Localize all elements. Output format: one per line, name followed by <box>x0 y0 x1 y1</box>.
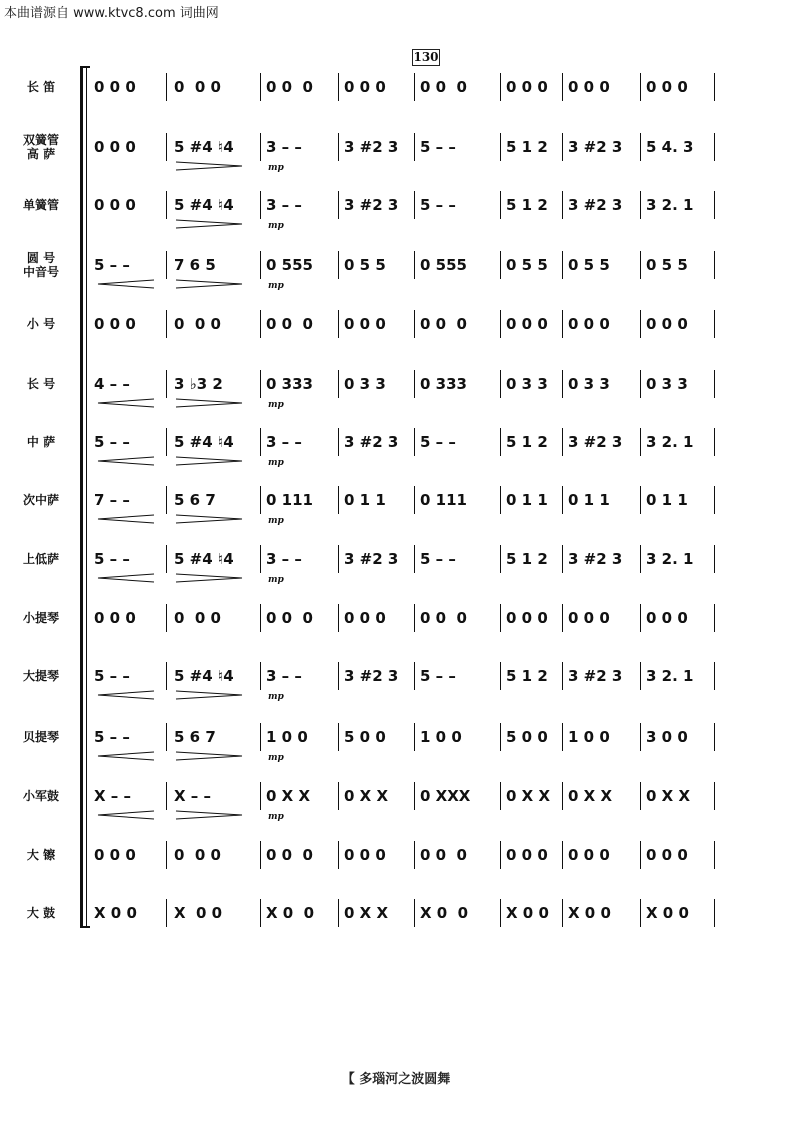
measure-cell: 0 X X <box>568 787 613 805</box>
measure-cell: 0 5 5 <box>646 256 688 274</box>
measure-cell: 3 0 0 <box>646 728 688 746</box>
measure-cell: 0 0 0 <box>568 609 610 627</box>
crescendo-hairpin <box>98 399 154 407</box>
instrument-name-line: 双簧管 <box>22 133 59 147</box>
measure-cell: 0 0 0 <box>420 846 467 864</box>
measure-cell: 0 5 5 <box>344 256 386 274</box>
footer-title: 【 多瑙河之波圆舞 <box>341 1072 451 1087</box>
measure-cell: 0 0 0 <box>94 196 136 214</box>
measure-cell: 0 XXX <box>420 787 471 805</box>
measure-cell: 3 2. 1 <box>646 433 694 451</box>
dynamic-mark: mp <box>268 753 284 763</box>
measure-cell: 0 3 3 <box>506 375 548 393</box>
decrescendo-hairpin <box>176 811 242 819</box>
measure-cell: 3 2. 1 <box>646 550 694 568</box>
instrument-name-line: 圆 号 <box>26 251 56 265</box>
instrument-name-line: 小 号 <box>26 317 56 331</box>
measure-cell: 5 4. 3 <box>646 138 694 156</box>
measure-cell: 3 #2 3 <box>568 433 623 451</box>
measure-cell: 0 0 0 <box>506 609 548 627</box>
measure-cell: 5 – – <box>420 550 456 568</box>
measure-cell: X 0 0 <box>420 904 469 922</box>
decrescendo-hairpin <box>176 220 242 228</box>
measure-cell: 1 0 0 <box>266 728 308 746</box>
measure-cell: 3 #2 3 <box>344 550 399 568</box>
measure-cell: 0 0 0 <box>266 315 313 333</box>
dynamic-mark: mp <box>268 575 284 585</box>
dynamic-mark: mp <box>268 163 284 173</box>
measure-cell: 0 0 0 <box>94 78 136 96</box>
measure-cell: 1 0 0 <box>568 728 610 746</box>
measure-cell: 5 1 2 <box>506 196 548 214</box>
measure-cell: X 0 0 <box>568 904 611 922</box>
decrescendo-hairpin <box>176 162 242 170</box>
measure-cell: 3 – – <box>266 138 302 156</box>
measure-cell: 5 – – <box>420 196 456 214</box>
measure-cell: 0 0 0 <box>420 315 467 333</box>
measure-cell: 5 – – <box>94 256 130 274</box>
measure-cell: 0 0 0 <box>94 609 136 627</box>
decrescendo-hairpin <box>176 399 242 407</box>
dynamic-mark: mp <box>268 221 284 231</box>
measure-cell: 0 0 0 <box>266 78 313 96</box>
measure-cell: 0 3 3 <box>344 375 386 393</box>
measure-cell: X – – <box>94 787 132 805</box>
dynamic-mark: mp <box>268 516 284 526</box>
measure-cell: 0 0 0 <box>506 315 548 333</box>
measure-cell: 0 333 <box>266 375 313 393</box>
instrument-name-line: 单簧管 <box>22 198 59 212</box>
measure-cell: 3 #2 3 <box>344 138 399 156</box>
measure-cell: 5 – – <box>94 433 130 451</box>
measure-cell: 5 1 2 <box>506 433 548 451</box>
measure-cell: 5 – – <box>420 138 456 156</box>
dynamic-mark: mp <box>268 281 284 291</box>
measure-cell: 3 #2 3 <box>344 433 399 451</box>
source-header-text: 本曲谱源自 www.ktvc8.com 词曲网 <box>4 6 219 21</box>
measure-cell: 3 #2 3 <box>568 550 623 568</box>
measure-cell: 3 2. 1 <box>646 196 694 214</box>
measure-cell: X 0 0 <box>94 904 137 922</box>
measure-cell: 0 1 1 <box>344 491 386 509</box>
measure-cell: 5 #4 ♮4 <box>174 196 234 214</box>
measure-cell: 0 111 <box>266 491 313 509</box>
crescendo-hairpin <box>98 280 154 288</box>
measure-cell: 3 2. 1 <box>646 667 694 685</box>
measure-cell: 0 111 <box>420 491 467 509</box>
measure-cell: 7 6 5 <box>174 256 216 274</box>
instrument-name-line: 长 号 <box>26 377 56 391</box>
instrument-name-line: 大 鼓 <box>26 906 56 920</box>
measure-cell: 0 0 0 <box>646 78 688 96</box>
measure-cell: 5 #4 ♮4 <box>174 138 234 156</box>
measure-cell: 0 0 0 <box>94 315 136 333</box>
measure-cell: 0 0 0 <box>568 78 610 96</box>
instrument-name-line: 中音号 <box>22 265 59 279</box>
measure-cell: 0 0 0 <box>420 609 467 627</box>
measure-cell: 0 X X <box>646 787 691 805</box>
measure-cell: 5 – – <box>94 550 130 568</box>
measure-cell: 0 1 1 <box>568 491 610 509</box>
measure-cell: 0 5 5 <box>506 256 548 274</box>
dynamic-mark: mp <box>268 812 284 822</box>
measure-cell: 0 X X <box>344 904 389 922</box>
measure-cell: 0 X X <box>344 787 389 805</box>
measure-cell: 0 0 0 <box>94 846 136 864</box>
instrument-name-line: 上低萨 <box>22 552 59 566</box>
dynamic-mark: mp <box>268 692 284 702</box>
measure-cell: 0 0 0 <box>174 846 221 864</box>
measure-cell: 5 1 2 <box>506 550 548 568</box>
measure-cell: 0 0 0 <box>568 315 610 333</box>
measure-cell: 5 0 0 <box>506 728 548 746</box>
dynamic-mark: mp <box>268 400 284 410</box>
measure-cell: 5 – – <box>420 433 456 451</box>
measure-cell: 0 333 <box>420 375 467 393</box>
measure-cell: 0 0 0 <box>506 78 548 96</box>
measure-cell: 0 3 3 <box>646 375 688 393</box>
measure-cell: 0 5 5 <box>568 256 610 274</box>
measure-cell: 3 #2 3 <box>344 196 399 214</box>
measure-cell: 5 #4 ♮4 <box>174 433 234 451</box>
crescendo-hairpin <box>98 457 154 465</box>
measure-cell: 5 #4 ♮4 <box>174 550 234 568</box>
measure-cell: 3 #2 3 <box>568 196 623 214</box>
crescendo-hairpin <box>98 811 154 819</box>
measure-cell: 0 0 0 <box>420 78 467 96</box>
measure-cell: 0 X X <box>506 787 551 805</box>
measure-cell: 0 555 <box>266 256 313 274</box>
measure-cell: 5 6 7 <box>174 491 216 509</box>
measure-cell: 0 X X <box>266 787 311 805</box>
measure-cell: 3 #2 3 <box>568 138 623 156</box>
crescendo-hairpin <box>98 691 154 699</box>
measure-cell: 0 0 0 <box>646 315 688 333</box>
measure-cell: 3 – – <box>266 667 302 685</box>
instrument-name-line: 小军鼓 <box>22 789 59 803</box>
measure-cell: 0 0 0 <box>174 78 221 96</box>
measure-cell: 0 0 0 <box>646 846 688 864</box>
decrescendo-hairpin <box>176 574 242 582</box>
decrescendo-hairpin <box>176 280 242 288</box>
instrument-name-line: 中 萨 <box>26 435 56 449</box>
measure-cell: 0 0 0 <box>94 138 136 156</box>
measure-cell: 5 – – <box>94 667 130 685</box>
measure-cell: 0 0 0 <box>568 846 610 864</box>
measure-cell: 3 #2 3 <box>344 667 399 685</box>
measure-cell: 3 ♭3 2 <box>174 375 223 393</box>
measure-cell: 7 – – <box>94 491 130 509</box>
measure-cell: 3 – – <box>266 433 302 451</box>
instrument-name-line: 小提琴 <box>22 611 59 625</box>
measure-cell: 5 6 7 <box>174 728 216 746</box>
measure-cell: 4 – – <box>94 375 130 393</box>
measure-cell: 0 0 0 <box>266 609 313 627</box>
measure-cell: 3 – – <box>266 550 302 568</box>
measure-cell: 5 – – <box>94 728 130 746</box>
crescendo-hairpin <box>98 574 154 582</box>
decrescendo-hairpin <box>176 457 242 465</box>
measure-cell: 0 0 0 <box>174 609 221 627</box>
measure-cell: X 0 0 <box>174 904 223 922</box>
instrument-name-line: 大 镲 <box>26 848 56 862</box>
decrescendo-hairpin <box>176 752 242 760</box>
measure-cell: 0 0 0 <box>344 846 386 864</box>
dynamic-mark: mp <box>268 458 284 468</box>
instrument-name-line: 高 萨 <box>26 147 56 161</box>
measure-cell: 5 0 0 <box>344 728 386 746</box>
measure-cell: 5 – – <box>420 667 456 685</box>
measure-cell: 0 1 1 <box>506 491 548 509</box>
measure-cell: 0 0 0 <box>174 315 221 333</box>
measure-cell: 1 0 0 <box>420 728 462 746</box>
crescendo-hairpin <box>98 752 154 760</box>
measure-cell: 3 #2 3 <box>568 667 623 685</box>
measure-cell: 0 0 0 <box>506 846 548 864</box>
crescendo-hairpin <box>98 515 154 523</box>
measure-cell: 5 1 2 <box>506 667 548 685</box>
measure-cell: 0 0 0 <box>344 78 386 96</box>
instrument-name-line: 大提琴 <box>22 669 59 683</box>
measure-cell: X 0 0 <box>506 904 549 922</box>
measure-cell: 0 0 0 <box>344 315 386 333</box>
measure-cell: X – – <box>174 787 212 805</box>
measure-cell: 0 0 0 <box>646 609 688 627</box>
measure-number-box: 130 <box>413 50 439 64</box>
measure-cell: 0 555 <box>420 256 467 274</box>
measure-cell: 0 1 1 <box>646 491 688 509</box>
measure-cell: 0 0 0 <box>344 609 386 627</box>
measure-cell: X 0 0 <box>266 904 315 922</box>
instrument-name-line: 长 笛 <box>26 80 56 94</box>
instrument-name-line: 次中萨 <box>22 493 59 507</box>
measure-cell: 0 0 0 <box>266 846 313 864</box>
measure-cell: 0 3 3 <box>568 375 610 393</box>
measure-cell: 5 1 2 <box>506 138 548 156</box>
measure-cell: X 0 0 <box>646 904 689 922</box>
measure-cell: 5 #4 ♮4 <box>174 667 234 685</box>
decrescendo-hairpin <box>176 515 242 523</box>
measure-cell: 3 – – <box>266 196 302 214</box>
instrument-name-line: 贝提琴 <box>22 730 59 744</box>
decrescendo-hairpin <box>176 691 242 699</box>
